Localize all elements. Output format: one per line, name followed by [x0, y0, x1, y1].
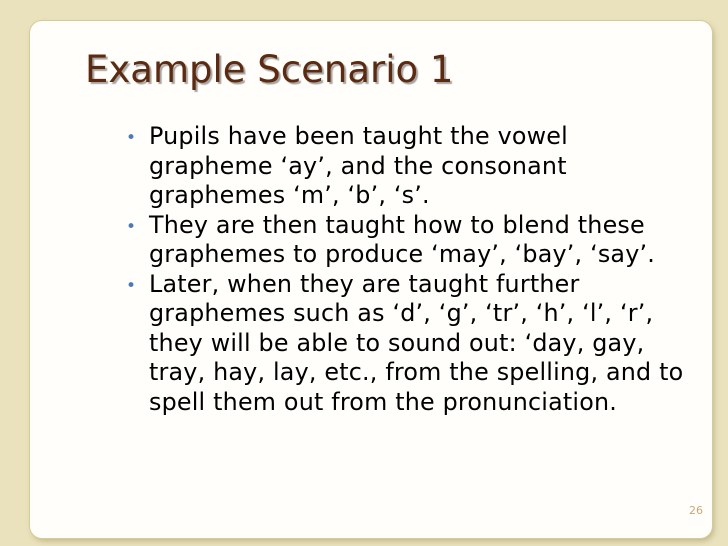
bullet-item: [124, 211, 694, 270]
bullet-text: Later, when they are taught further graphemes such as ‘d’, ‘g’, ‘tr’, ‘h’, ‘l’, ‘r’, they will be able to sound out: ‘day, gay, tray, hay, lay, etc., from the spelling, and to spell them out from the pronunciation.: [149, 269, 684, 416]
bullet-item: [124, 270, 694, 418]
slide-title: Example Scenario 1: [85, 48, 454, 91]
bullet-icon: •: [126, 216, 137, 237]
bullet-icon: •: [126, 128, 137, 148]
bullet-text: They are then taught how to blend these graphemes to produce ‘may’, ‘bay’, ‘say’.: [149, 210, 656, 268]
bullet-item: [124, 122, 694, 211]
bullet-text: Pupils have been taught the vowel grapheme ‘ay’, and the consonant graphemes ‘m’, ‘b’, ‘s’.: [149, 122, 568, 209]
bullet-list: [124, 122, 694, 417]
slide-number: 26: [689, 504, 703, 517]
bullet-icon: •: [126, 275, 137, 296]
